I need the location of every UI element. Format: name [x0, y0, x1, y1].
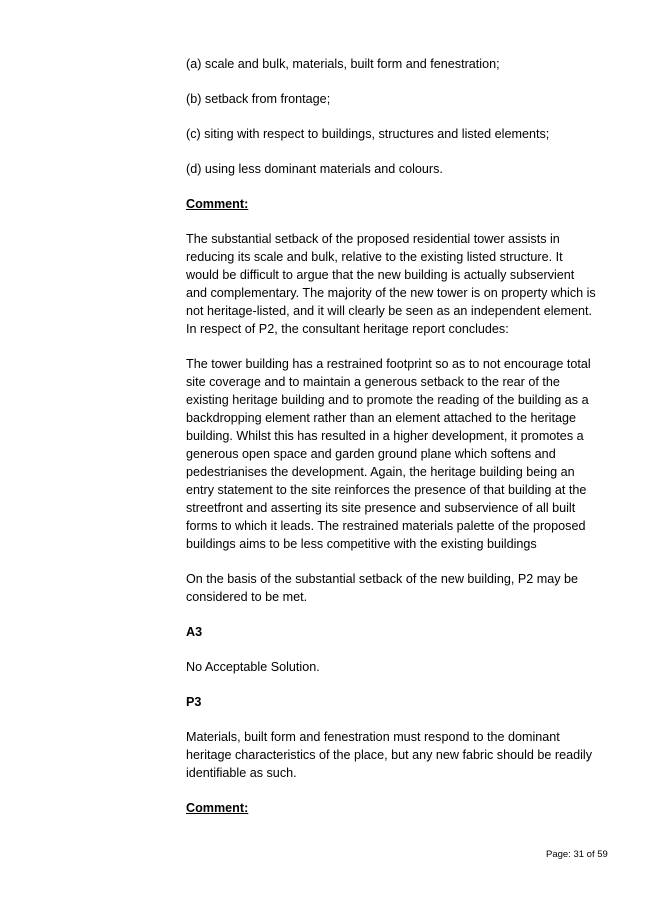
- a3-heading: A3: [186, 625, 203, 639]
- list-item-b: (b) setback from frontage;: [186, 92, 331, 106]
- a3-text: No Acceptable Solution.: [186, 660, 320, 674]
- list-item-c: (c) siting with respect to buildings, structures and listed elements;: [186, 127, 550, 141]
- conclusion-paragraph: On the basis of the substantial setback of the new building, P2 may be considered to be met.: [186, 572, 579, 604]
- p3-heading: P3: [186, 695, 202, 709]
- comment-heading-2: Comment:: [186, 801, 249, 815]
- comment-heading: Comment:: [186, 197, 249, 211]
- comment-paragraph: The substantial setback of the proposed residential tower assists in reducing its scale and bulk, relative to the existing listed structure. It would be difficult to argue that the new building is actually subservient and complementary. The majority of the new tower is on property which is not heritage-listed, and it will clearly be seen as an independent element. In respect of P2, the consultant heritage report concludes:: [186, 232, 596, 336]
- page-number: Page: 31 of 59: [546, 849, 608, 860]
- list-item-a: (a) scale and bulk, materials, built form and fenestration;: [186, 57, 500, 71]
- quoted-heritage-report: The tower building has a restrained footprint so as to not encourage total site coverage and to maintain a generous setback to the rear of the existing heritage building and to promote the reading of the building as a backdropping element rather than an element attached to the heritage building. Whilst this has resulted in a higher development, it promotes a generous open space and garden ground plane which softens and pedestrianises the development. Again, the heritage building being an entry statement to the site reinforces the presence of that building at the streetfront and asserting its site presence and subservience of all built forms to which it leads. The restrained materials palette of the proposed buildings aims to be less competitive with the existing buildings: [186, 357, 591, 551]
- p3-text: Materials, built form and fenestration must respond to the dominant heritage characteristics of the place, but any new fabric should be readily identifiable as such.: [186, 730, 593, 780]
- list-item-d: (d) using less dominant materials and colours.: [186, 162, 443, 176]
- document-body: [186, 55, 598, 834]
